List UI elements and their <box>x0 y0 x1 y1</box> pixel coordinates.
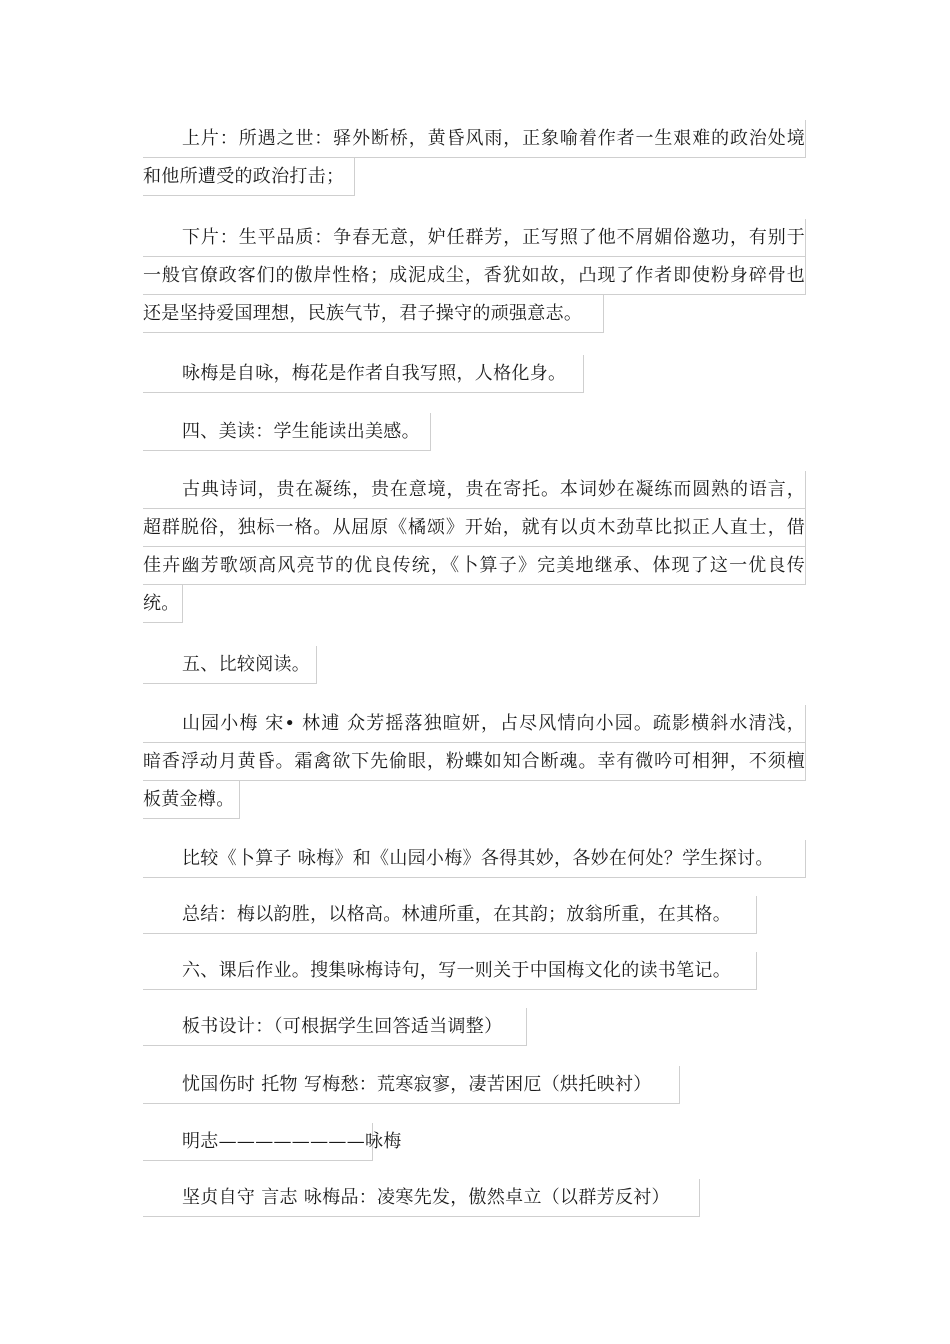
heading-section-five <box>143 646 317 684</box>
text-line: 暗香浮动月黄昏。霜禽欲下先偷眼，粉蝶如知合断魂。幸有微吟可相狎，不须檀 <box>143 743 806 781</box>
paragraph-comparison <box>143 840 806 878</box>
blackboard-line-ambition <box>143 1123 402 1161</box>
text-line: 佳卉幽芳歌颂高风亮节的优良传统，《卜算子》完美地继承、体现了这一优良传 <box>143 547 806 585</box>
text-line: 超群脱俗，独标一格。从屈原《橘颂》开始，就有以贞木劲草比拟正人直士，借 <box>143 509 806 547</box>
text-line: 古典诗词，贵在凝练，贵在意境，贵在寄托。本词妙在凝练而圆熟的语言， <box>143 471 806 509</box>
text-line: 上片：所遇之世：驿外断桥，黄昏风雨，正象喻着作者一生艰难的政治处境 <box>143 120 806 158</box>
paragraph-summary <box>143 896 757 934</box>
paragraph-self-portrait <box>143 355 584 393</box>
paragraph-classical-poetry <box>143 471 806 623</box>
heading-section-six <box>143 952 757 990</box>
text-line: 咏梅是自咏，梅花是作者自我写照，人格化身。 <box>143 355 584 393</box>
text-line: 忧国伤时 托物 写梅愁：荒寒寂寥，凄苦困厄（烘托映衬） <box>143 1066 680 1104</box>
text-line: 坚贞自守 言志 咏梅品：凌寒先发，傲然卓立（以群芳反衬） <box>143 1179 700 1217</box>
paragraph-lower-stanza <box>143 219 806 333</box>
text-line: 板书设计：（可根据学生回答适当调整） <box>143 1008 527 1046</box>
blackboard-line-integrity <box>143 1179 700 1217</box>
text-line: 明志————————咏梅 <box>143 1123 373 1161</box>
text-line: 统。 <box>143 585 183 623</box>
blackboard-line-worry <box>143 1066 680 1104</box>
text-line: 山园小梅 宋• 林逋 众芳摇落独暄妍，占尽风情向小园。疏影横斜水清浅， <box>143 705 806 743</box>
text-line: 板黄金樽。 <box>143 781 240 819</box>
heading-section-four <box>143 413 431 451</box>
text-line: 总结：梅以韵胜，以格高。林逋所重，在其韵；放翁所重，在其格。 <box>143 896 757 934</box>
text-line: 下片：生平品质：争春无意，妒任群芳，正写照了他不屑媚俗邀功，有别于 <box>143 219 806 257</box>
text-line: 还是坚持爱国理想，民族气节，君子操守的顽强意志。 <box>143 295 604 333</box>
text-line: 一般官僚政客们的傲岸性格；成泥成尘，香犹如故，凸现了作者即使粉身碎骨也 <box>143 257 806 295</box>
text-line: 四、美读：学生能读出美感。 <box>143 413 431 451</box>
text-line: 六、课后作业。搜集咏梅诗句，写一则关于中国梅文化的读书笔记。 <box>143 952 757 990</box>
poem-shanyuan-xiaomei <box>143 705 806 819</box>
text-line: 比较《卜算子 咏梅》和《山园小梅》各得其妙，各妙在何处？学生探讨。 <box>143 840 806 878</box>
text-line: 五、比较阅读。 <box>143 646 317 684</box>
paragraph-upper-stanza <box>143 120 806 196</box>
text-line: 和他所遭受的政治打击； <box>143 158 355 196</box>
blackboard-design-title <box>143 1008 527 1046</box>
